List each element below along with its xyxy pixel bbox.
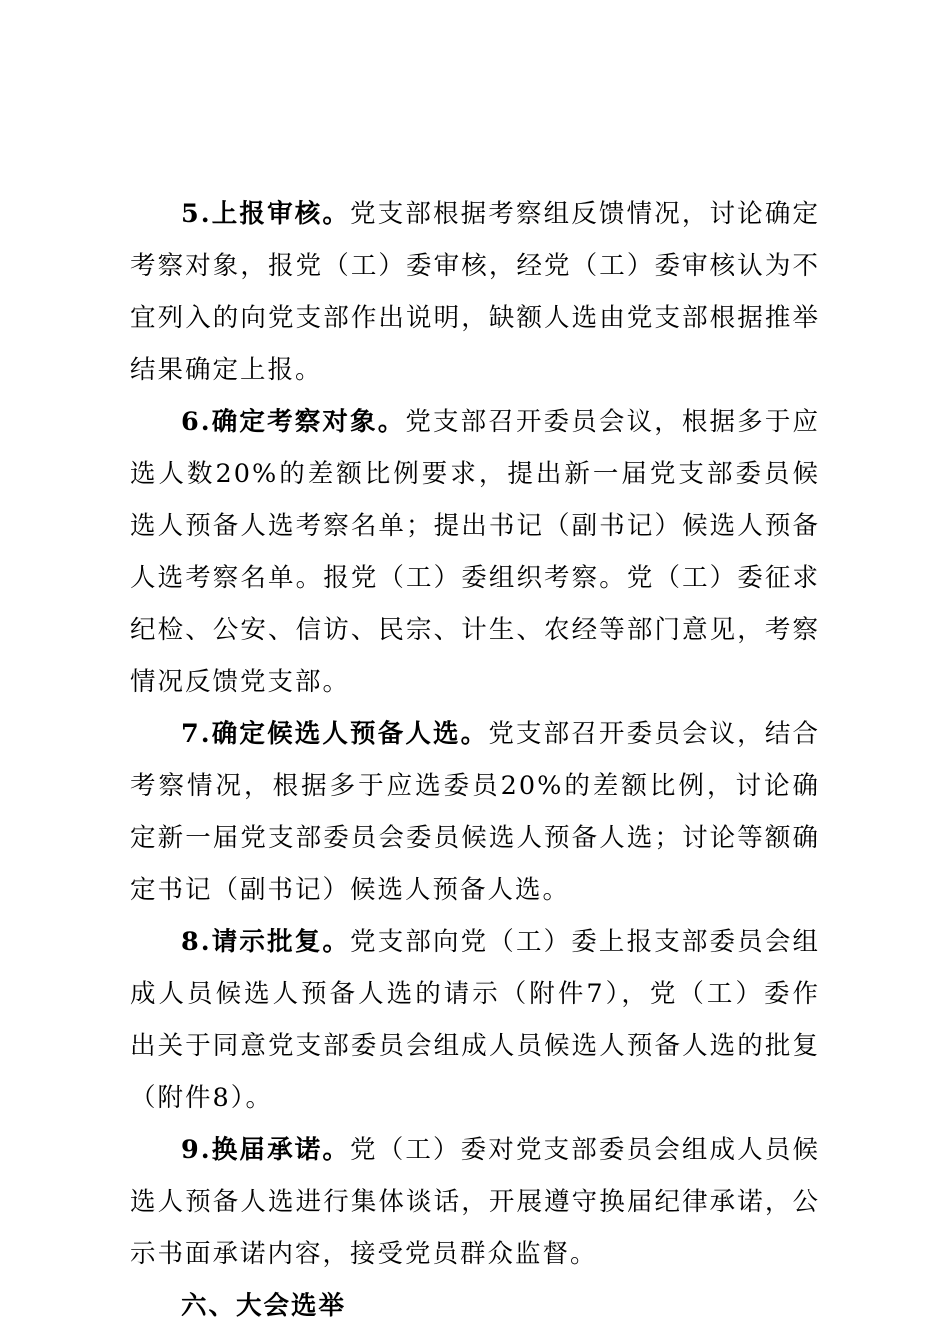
section-heading: 六、大会选举 bbox=[181, 1291, 347, 1321]
paragraph-body: 党支部召开委员会议，结合考察情况，根据多于应选委员20%的差额比例，讨论确定新一届党支部委员会委员候选人预备人选；讨论等额确定书记（副书记）候选人预备人选。 bbox=[130, 719, 820, 905]
paragraph-lead: 5.上报审核。 bbox=[181, 199, 351, 229]
paragraph-body: 党支部召开委员会议，根据多于应选人数20%的差额比例要求，提出新一届党支部委员候选人预备人选考察名单；提出书记（副书记）候选人预备人选考察名单。报党（工）委组织考察。党（工）委征求纪检、公安、信访、民宗、计生、农经等部门意见，考察情况反馈党支部。 bbox=[130, 407, 820, 697]
paragraph-request-approval bbox=[130, 916, 820, 1124]
paragraph-body: 党（工）委对党支部委员会组成人员候选人预备人选进行集体谈话，开展遵守换届纪律承诺，公示书面承诺内容，接受党员群众监督。 bbox=[130, 1135, 820, 1269]
paragraph-lead: 7.确定候选人预备人选。 bbox=[181, 719, 489, 749]
paragraph-lead: 9.换届承诺。 bbox=[181, 1135, 351, 1165]
paragraph-election-commitment bbox=[130, 1124, 820, 1280]
paragraph-lead: 8.请示批复。 bbox=[181, 927, 351, 957]
paragraph-determine-candidates bbox=[130, 708, 820, 916]
paragraph-determine-inspection-targets bbox=[130, 396, 820, 708]
paragraph-lead: 6.确定考察对象。 bbox=[181, 407, 406, 437]
paragraph-report-review bbox=[130, 188, 820, 396]
paragraph-body: 党支部向党（工）委上报支部委员会组成人员候选人预备人选的请示（附件7），党（工）委作出关于同意党支部委员会组成人员候选人预备人选的批复（附件8）。 bbox=[130, 927, 820, 1113]
paragraph-body: 党支部根据考察组反馈情况，讨论确定考察对象，报党（工）委审核，经党（工）委审核认为不宜列入的向党支部作出说明，缺额人选由党支部根据推举结果确定上报。 bbox=[130, 199, 820, 385]
document-page bbox=[130, 188, 820, 1332]
